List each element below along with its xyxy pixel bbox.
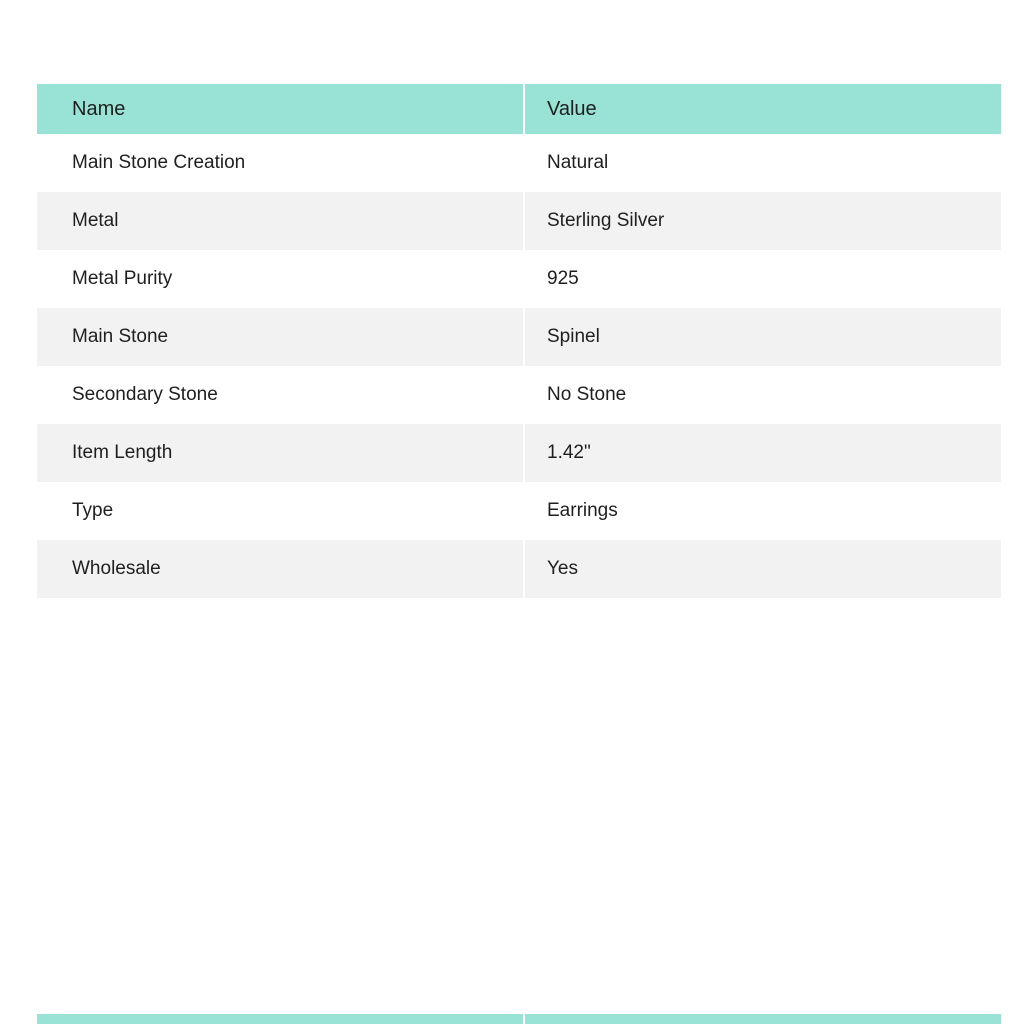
table-row bbox=[37, 540, 1001, 598]
attribute-value-cell: Yes bbox=[525, 540, 1001, 598]
attribute-value-cell: Natural bbox=[525, 134, 1001, 192]
attribute-value-cell: Earrings bbox=[525, 482, 1001, 540]
column-header-value: Value bbox=[525, 84, 1001, 134]
attribute-name-cell: Item Length bbox=[37, 424, 523, 482]
next-table-header-cell-left bbox=[37, 1014, 523, 1024]
attribute-name-cell: Metal Purity bbox=[37, 250, 523, 308]
attribute-value-cell: No Stone bbox=[525, 366, 1001, 424]
table-body bbox=[37, 134, 1001, 598]
product-specs-table bbox=[37, 84, 1001, 598]
table-row bbox=[37, 308, 1001, 366]
attribute-value-cell: Spinel bbox=[525, 308, 1001, 366]
attribute-name-cell: Main Stone bbox=[37, 308, 523, 366]
attribute-value-cell: Sterling Silver bbox=[525, 192, 1001, 250]
attribute-name-cell: Main Stone Creation bbox=[37, 134, 523, 192]
column-header-name: Name bbox=[37, 84, 523, 134]
next-table-header-cell-right bbox=[525, 1014, 1001, 1024]
table-row bbox=[37, 482, 1001, 540]
table-row bbox=[37, 424, 1001, 482]
next-table-header-partial bbox=[37, 1014, 1001, 1024]
table-row bbox=[37, 192, 1001, 250]
attribute-value-cell: 1.42" bbox=[525, 424, 1001, 482]
attribute-value-cell: 925 bbox=[525, 250, 1001, 308]
table-row bbox=[37, 366, 1001, 424]
table-header-row bbox=[37, 84, 1001, 134]
attribute-name-cell: Wholesale bbox=[37, 540, 523, 598]
attribute-name-cell: Type bbox=[37, 482, 523, 540]
attribute-name-cell: Secondary Stone bbox=[37, 366, 523, 424]
attribute-name-cell: Metal bbox=[37, 192, 523, 250]
table-row bbox=[37, 250, 1001, 308]
table-row bbox=[37, 134, 1001, 192]
